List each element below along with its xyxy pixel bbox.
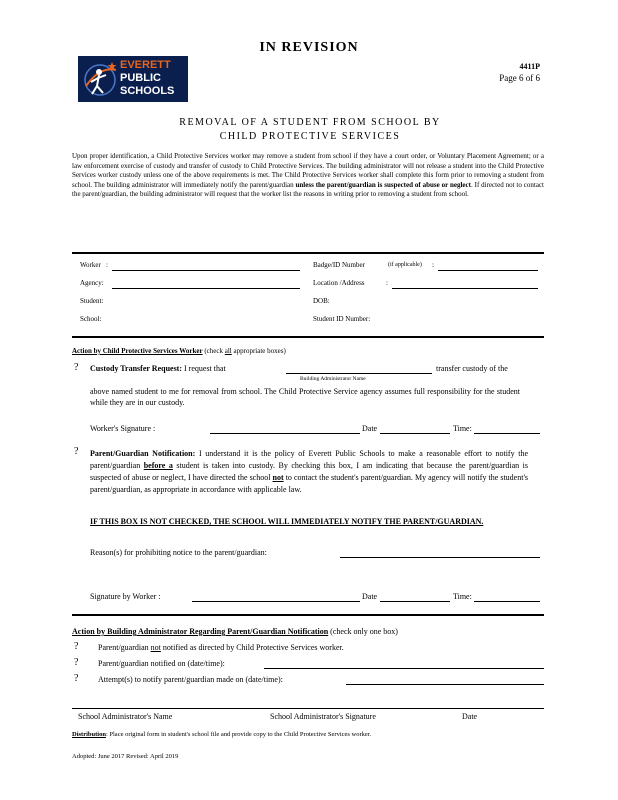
admin-heading-text: Action by Building Administrator Regarding Parent/Guardian Notification — [72, 627, 329, 636]
distribution-label: Distribution — [72, 731, 106, 738]
divider-2 — [72, 336, 544, 338]
parent-notification-text-2: student is taken into custody. By checking this box, I am indicating that because the parent/guardian is suspected of abuse or neglect, I have directed the school — [90, 461, 529, 482]
intro-bold-text: unless the parent/guardian is suspected of abuse or neglect — [295, 180, 471, 189]
worker-signature-2-date-field[interactable] — [380, 601, 450, 602]
form-title-line1: REMOVAL OF A STUDENT FROM SCHOOL BY — [179, 117, 441, 128]
worker-label: Worker — [80, 261, 101, 269]
parent-notification-text-3: to contact the student's parent/guardian. My agency will notify the student's parent/guardian, as appropriate in accordance with applicable law. — [90, 473, 528, 494]
admin-option-1-pre: Parent/guardian — [98, 643, 149, 652]
badge-field[interactable] — [438, 270, 538, 271]
worker-signature-2-time-label: Time: — [453, 592, 472, 601]
custody-checkbox[interactable]: ? — [74, 362, 79, 373]
parent-notification-before: before a — [143, 461, 173, 470]
admin-date-label: Date — [462, 712, 478, 721]
divider-3 — [72, 614, 544, 616]
parent-notification-text-1: I understand it is the policy of Everett Public Schools to make a reasonable effort to notify the parent/guardian — [90, 449, 529, 470]
student-label: Student: — [80, 297, 104, 305]
distribution-note — [72, 730, 544, 739]
admin-option-3-field[interactable] — [346, 684, 544, 685]
page-number: Page 6 of 6 — [499, 73, 540, 83]
admin-section-heading — [72, 627, 398, 637]
logo-text-public: PUBLIC — [120, 72, 161, 84]
notification-warning — [90, 516, 520, 527]
intro-paragraph — [72, 152, 544, 200]
worker-signature-2-date-label: Date — [362, 592, 378, 601]
custody-responsibility-text: above named student to me for removal from school. The Child Protective Service agency assumes full responsibility for the student while they are in our custody. — [90, 387, 520, 407]
worker-signature-time-label: Time: — [453, 424, 472, 433]
intro-text-1: Upon proper identification, a Child Protective Services worker may remove a student from school if they have a court order, or Voluntary Placement Agreement; or a law enforcement exercise of custody and transfer of custody to Child Protective Services. The building administrator will not release a student into the Child Protective Services worker custody unless one of the above requirements is met. The Child Protective Services worker shall complete this form prior to removing a student from school. The building administrator will immediately notify the parent/guardian — [72, 152, 544, 189]
cps-heading-note-pre: (check — [204, 347, 223, 355]
parent-notification-title: Parent/Guardian Notification: — [90, 449, 196, 458]
worker-field[interactable] — [112, 270, 300, 271]
agency-field[interactable] — [112, 288, 300, 289]
location-field[interactable] — [392, 288, 538, 289]
worker-signature-date-label: Date — [362, 424, 378, 433]
worker-signature-2-time-field[interactable] — [474, 601, 540, 602]
admin-option-3-label: Attempt(s) to notify parent/guardian made on (date/time): — [98, 675, 283, 684]
worker-signature-2-field[interactable] — [192, 601, 360, 602]
divider-1 — [72, 252, 544, 254]
admin-option-1-not: not — [150, 643, 161, 652]
location-label: Location /Address — [313, 279, 365, 287]
cps-heading-note-all: all — [224, 347, 232, 355]
logo-emblem-icon — [80, 56, 120, 102]
admin-name-label: School Administrator's Name — [78, 712, 173, 721]
building-admin-caption: Building Administrator Name — [300, 376, 366, 382]
worker-signature-2-label: Signature by Worker : — [90, 592, 161, 601]
parent-notification-text — [90, 448, 528, 496]
logo-text-everett: EVERETT — [120, 59, 171, 71]
admin-option-1-post: notified as directed by Child Protective Services worker. — [162, 643, 344, 652]
logo-text-schools: SCHOOLS — [120, 85, 175, 97]
custody-pre-text: I request that — [184, 364, 226, 373]
cps-heading-text: Action by Child Protective Services Worker — [72, 347, 203, 355]
worker-signature-date-field[interactable] — [380, 433, 450, 434]
building-admin-name-field[interactable] — [286, 373, 432, 374]
intro-text-2: . If directed not to contact the parent/guardian, the building administrator will request that the worker list the reasons in writing prior to removing a student from school. — [72, 180, 544, 199]
student-id-label: Student ID Number: — [313, 315, 371, 323]
worker-signature-time-field[interactable] — [474, 433, 540, 434]
parent-notification-checkbox[interactable]: ? — [74, 446, 79, 457]
admin-option-2-label: Parent/guardian notified on (date/time): — [98, 659, 225, 668]
admin-option-1-text — [98, 643, 344, 653]
cps-section-heading — [72, 347, 286, 356]
worker-signature-field[interactable] — [210, 433, 360, 434]
dob-label: DOB: — [313, 297, 330, 305]
revision-banner: IN REVISION — [259, 40, 359, 55]
notification-warning-text: IF THIS BOX IS NOT CHECKED, THE SCHOOL WILL IMMEDIATELY NOTIFY THE PARENT/GUARDIAN. — [90, 517, 484, 526]
badge-note: (if applicable) — [388, 262, 422, 268]
adopted-revised: Adopted: June 2017 Revised: April 2019 — [72, 753, 179, 760]
parent-notification-not: not — [272, 473, 284, 482]
custody-request-line — [90, 364, 226, 374]
form-number: 4411P — [519, 62, 540, 71]
distribution-text: : Place original form in student's school file and provide copy to the Child Protective Services worker. — [105, 731, 372, 738]
cps-heading-note-post: appropriate boxes) — [233, 347, 286, 355]
admin-signature-line[interactable] — [72, 708, 544, 709]
admin-signature-label: School Administrator's Signature — [270, 712, 376, 721]
custody-title: Custody Transfer Request: — [90, 364, 183, 373]
admin-option-3-checkbox[interactable]: ? — [74, 673, 79, 684]
reasons-field[interactable] — [340, 557, 540, 558]
custody-post-text: transfer custody of the — [436, 364, 508, 373]
admin-option-2-checkbox[interactable]: ? — [74, 657, 79, 668]
form-title — [140, 116, 480, 144]
everett-public-schools-logo — [78, 56, 188, 102]
admin-option-1-checkbox[interactable]: ? — [74, 641, 79, 652]
agency-label: Agency: — [80, 279, 104, 287]
form-title-line2: CHILD PROTECTIVE SERVICES — [219, 131, 401, 142]
admin-option-2-field[interactable] — [264, 668, 544, 669]
school-label: School: — [80, 315, 102, 323]
admin-heading-note: (check only one box) — [330, 627, 398, 636]
reasons-label: Reason(s) for prohibiting notice to the parent/guardian: — [90, 548, 267, 557]
worker-signature-label: Worker's Signature : — [90, 424, 156, 433]
badge-label: Badge/ID Number — [313, 261, 365, 269]
